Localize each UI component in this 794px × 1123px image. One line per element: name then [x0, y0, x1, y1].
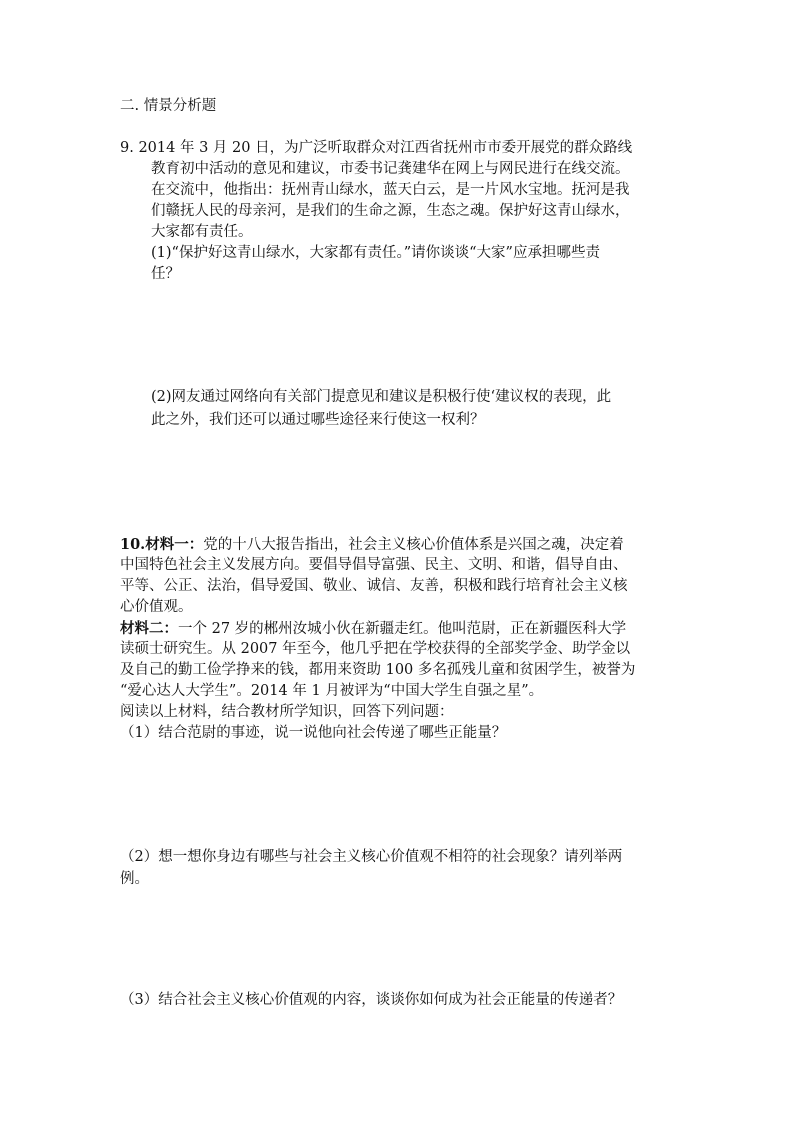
q10-material1-line-1: 党的十八大报告指出，社会主义核心价值体系是兴国之魂，决定着	[203, 537, 624, 553]
q10-material1-line-3: 平等、公正、法治，倡导爱国、敬业、诚信、友善，积极和践行培育社会主义核	[120, 578, 628, 594]
q10-material1-line-2: 中国特色社会主义发展方向。要倡导倡导富强、民主、文明、和谐，倡导自由、	[120, 557, 628, 573]
q10-material2-line-4: “爱心达人大学生”。2014 年 1 月被评为“中国大学生自强之星”。	[120, 683, 544, 699]
q9-line-5: 大家都有责任。	[151, 224, 253, 240]
q9-sub2-line-1: (2)网友通过网络向有关部门提意见和建议是积极行使‘建议权的表现，此	[151, 389, 612, 405]
section-heading: 二. 情景分析题	[120, 98, 217, 114]
q10-sub3: （3）结合社会主义核心价值观的内容，谈谈你如何成为社会正能量的传递者？	[120, 992, 623, 1008]
q10-material2-line-3: 及自己的勤工俭学挣来的钱，都用来资助 100 多名孤残儿童和贫困学生，被誉为	[120, 662, 636, 678]
q9-line-2: 教育初中活动的意见和建议，市委书记龚建华在网上与网民进行在线交流。	[151, 161, 630, 177]
q10-material1-line-4: 心价值观。	[120, 599, 193, 615]
q9-line-1: 9. 2014 年 3 月 20 日，为广泛听取群众对江西省抚州市市委开展党的群众路线	[120, 140, 633, 156]
q10-instruction: 阅读以上材料，结合教材所学知识，回答下列问题：	[120, 704, 454, 720]
q10-material1-label: 10.材料一：	[120, 536, 204, 553]
q9-sub1-line-2: 任？	[151, 266, 180, 282]
q10-sub2-line-2: 例。	[120, 871, 149, 887]
q10-material2	[120, 618, 626, 640]
q10-sub1: （1）结合范尉的事迹，说一说他向社会传递了哪些正能量？	[120, 725, 507, 741]
q10-material2-label: 材料二：	[120, 620, 178, 637]
q9-sub2-line-2: 此之外，我们还可以通过哪些途径来行使这一权利？	[151, 412, 485, 428]
q9-line-3: 在交流中，他指出：抚州青山绿水，蓝天白云，是一片风水宝地。抚河是我	[151, 182, 630, 198]
q9-sub1-line-1: (1)“保护好这青山绿水，大家都有责任。”请你谈谈“大家”应承担哪些责	[151, 245, 600, 261]
q10-material2-line-2: 读硕士研究生。从 2007 年至今，他几乎把在学校获得的全部奖学金、助学金以	[120, 641, 631, 657]
q10-material1	[120, 534, 624, 556]
q10-material2-line-1: 一个 27 岁的郴州汝城小伙在新疆走红。他叫范尉，正在新疆医科大学	[178, 621, 627, 637]
q9-line-4: 们赣抚人民的母亲河，是我们的生命之源，生态之魂。保护好这青山绿水，	[151, 203, 630, 219]
q10-sub2-line-1: （2）想一想你身边有哪些与社会主义核心价值观不相符的社会现象？请列举两	[120, 849, 623, 865]
